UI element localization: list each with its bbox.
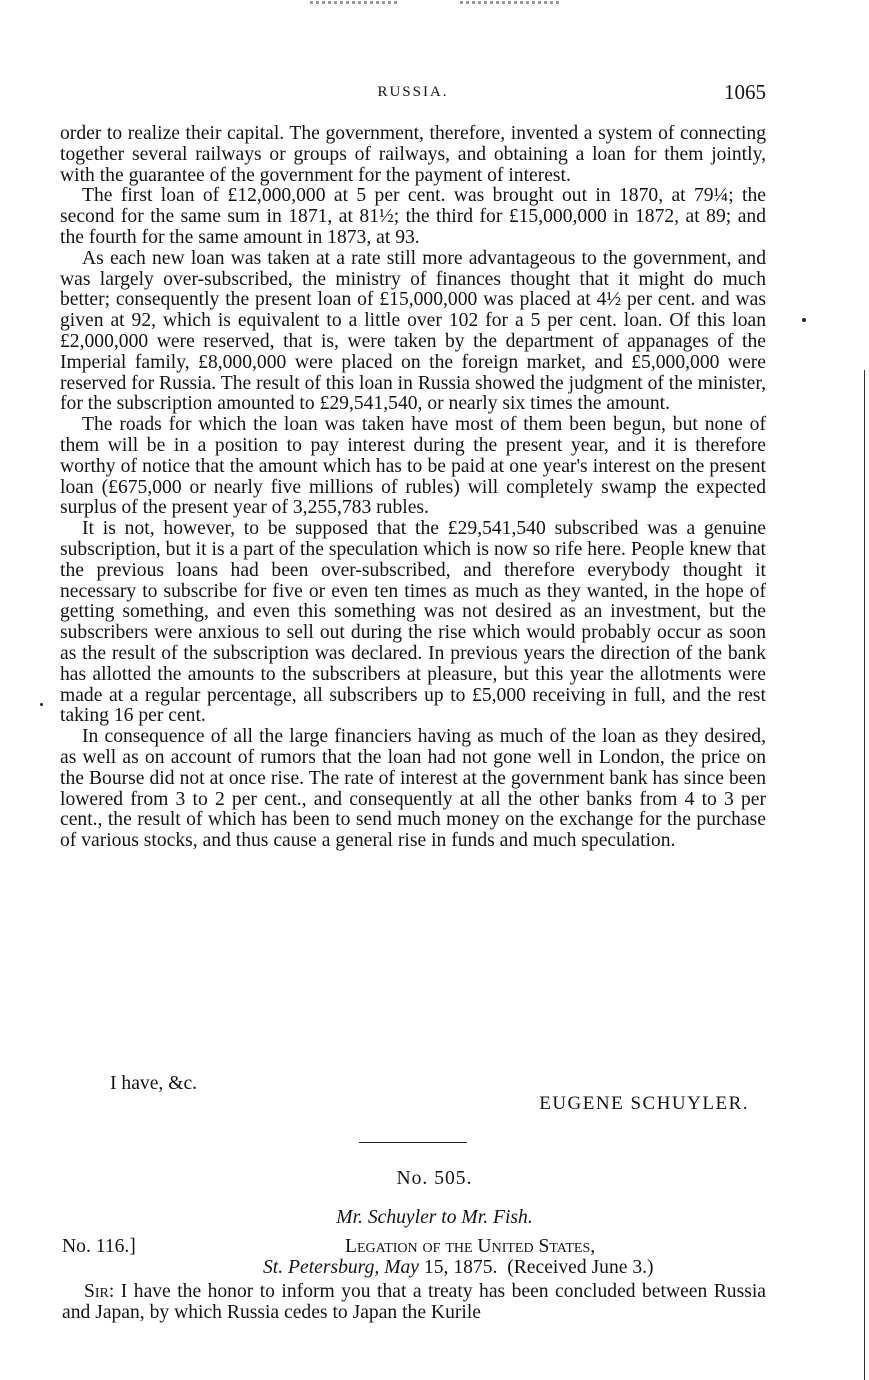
letter-body: [60, 124, 766, 852]
ink-speck: [802, 318, 806, 322]
sender-line: Mr. Schuyler to Mr. Fish.: [336, 1207, 533, 1228]
page-number: 1065: [724, 80, 766, 104]
dispatch-number: No. 116.]: [62, 1236, 136, 1257]
ink-speck: [40, 703, 43, 706]
page-header: [60, 80, 766, 106]
running-head: RUSSIA.: [377, 84, 449, 100]
scan-edge-line: [864, 370, 865, 1380]
signature: EUGENE SCHUYLER.: [539, 1093, 749, 1114]
closing-line: I have, &c.: [110, 1073, 198, 1094]
paragraph: It is not, however, to be supposed that the £29,541,540 subscribed was a genuine subscription, but it is a part of the speculation which is now so rife here. People knew that the previous loans had been over-subscribed, and therefore everybody thought it necessary to subscribe for five or even ten times as much as they wanted, in the hope of getting something, and even this something was not desired as an investment, but the subscribers were anxious to sell out during the rise which would probably occur as soon as the result of the subscription was declared. In previous years the direction of the bank has allotted the amounts to the subscribers at pleasure, but this year the allotments were made at a regular percentage, all subscribers up to £5,000 receiving in full, and the rest taking 16 per cent.: [60, 518, 766, 727]
paragraph: The first loan of £12,000,000 at 5 per cent. was brought out in 1870, at 79¼; the second for the same sum in 1871, at 81½; the third for £15,000,000 in 1872, at 89; and the fourth for the same amount in 1873, at 93.: [60, 185, 766, 248]
received-note: (Received June 3.): [507, 1257, 654, 1278]
document-number: No. 505.: [396, 1168, 473, 1189]
paragraph: The roads for which the loan was taken have most of them been begun, but none of them will be in a position to pay interest during the present year, and it is therefore worthy of notice that the amount which has to be paid at one year's interest on the present loan (£675,000 or nearly five millions of rubles) will completely swamp the expected surplus of the present year of 3,255,783 rubles.: [60, 414, 766, 519]
date-month: May: [384, 1257, 420, 1278]
section-divider: [359, 1142, 467, 1143]
opening-paragraph: [62, 1281, 766, 1323]
place: St. Petersburg,: [263, 1257, 380, 1278]
date-rest: 15, 1875.: [423, 1257, 498, 1278]
salutation: Sir:: [84, 1281, 115, 1302]
dateline: [263, 1257, 654, 1279]
opening-text: I have the honor to inform you that a treaty has been concluded between Russia and Japan, by which Russia cedes to Japan the Kurile: [62, 1281, 766, 1323]
paragraph: order to realize their capital. The government, therefore, invented a system of connecting together several railways or groups of railways, and obtaining a loan for them jointly, with the guarantee of the government for the payment of interest.: [60, 123, 766, 186]
scan-artifact: [310, 0, 560, 6]
paragraph: As each new loan was taken at a rate still more advantageous to the government, and was largely over-subscribed, the ministry of finances thought that it might do much better; consequently the present loan of £15,000,000 was placed at 4½ per cent. and was given at 92, which is equivalent to a little over 102 for a 5 per cent. loan. Of this loan £2,000,000 were reserved, that is, were taken by the department of appanages of the Imperial family, £8,000,000 were placed on the foreign market, and £5,000,000 were reserved for Russia. The result of this loan in Russia showed the judgment of the minister, for the subscription amounted to £29,541,540, or nearly six times the amount.: [60, 247, 766, 415]
legation-heading: Legation of the United States,: [345, 1236, 596, 1257]
paragraph: In consequence of all the large financiers having as much of the loan as they desired, as well as on account of rumors that the loan had not gone well in London, the price on the Bourse did not at once rise. The rate of interest at the government bank has since been lowered from 3 to 2 per cent., and consequently at all the other banks from 4 to 3 per cent., the result of which has been to send much money on the exchange for the purchase of various stocks, and thus cause a general rise in funds and much speculation.: [60, 726, 766, 852]
